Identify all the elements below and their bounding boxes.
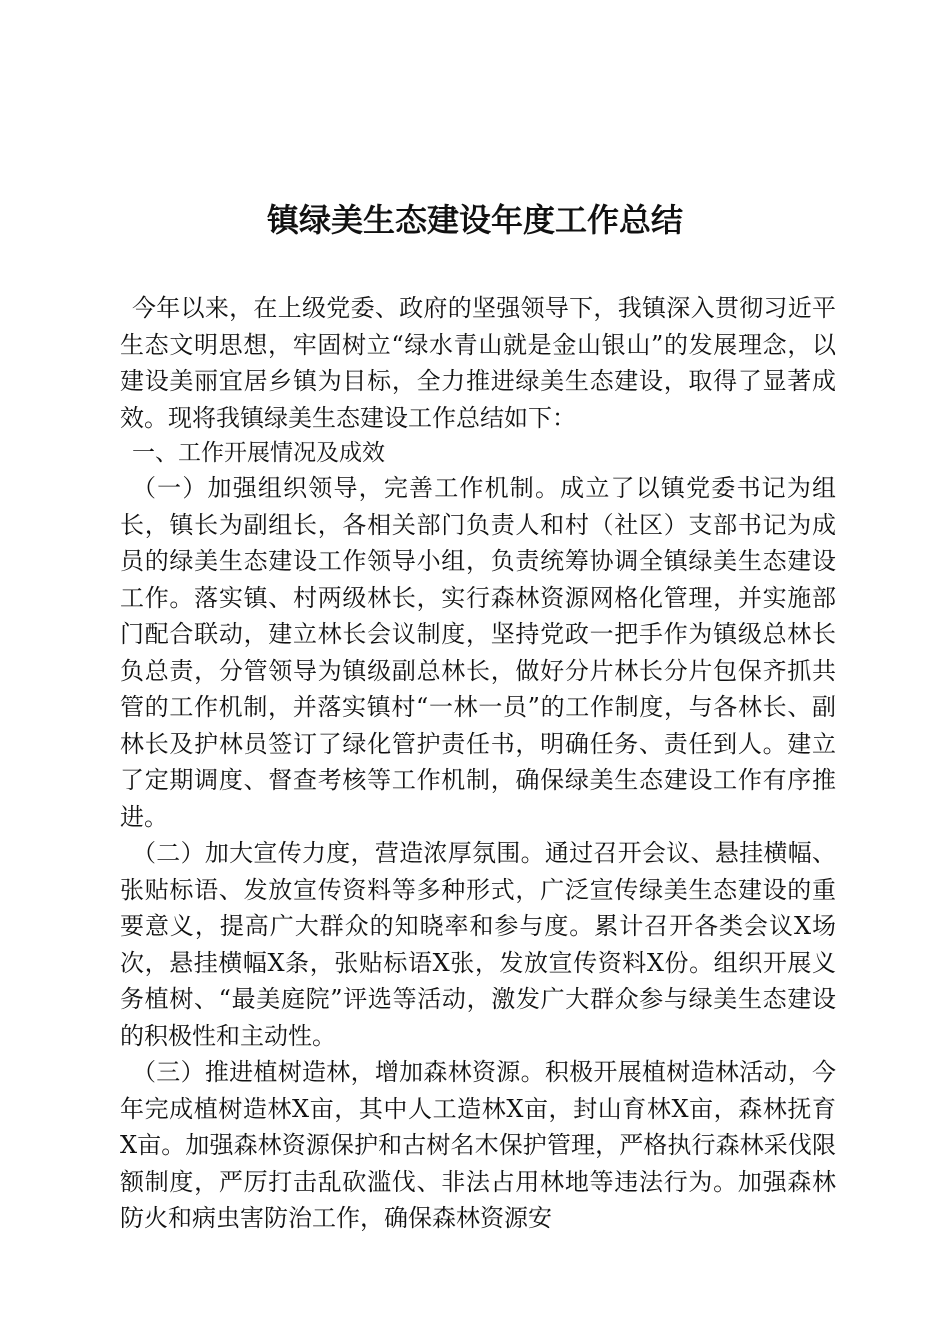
item-lead-2: （二）加大宣传力度，营造浓厚氛围。 bbox=[132, 839, 545, 867]
item-text-3: 积极开展植树造林活动，今年完成植树造林X亩，其中人工造林X亩，封山育林X亩，森林抚育X亩。加强森林资源保护和古树名木保护管理，严格执行森林采伐限额制度，严厉打击乱砍滥伐、非法占用林地等违法行为。加强森林防火和病虫害防治工作，确保森林资源安 bbox=[120, 1058, 837, 1232]
document-title: 镇绿美生态建设年度工作总结 bbox=[266, 201, 683, 239]
item-paragraph-1 bbox=[120, 470, 836, 835]
item-text-1: 成立了以镇党委书记为组长，镇长为副组长，各相关部门负责人和村（社区）支部书记为成员的绿美生态建设工作领导小组，负责统筹协调全镇绿美生态建设工作。落实镇、村两级林长，实行森林资源网格化管理，并实施部门配合联动，建立林长会议制度，坚持党政一把手作为镇级总林长负总责，分管领导为镇级副总林长，做好分片林长分片包保齐抓共管的工作机制，并落实镇村“一林一员”的工作制度，与各林长、副林长及护林员签订了绿化管护责任书，明确任务、责任到人。建立了定期调度、督查考核等工作机制，确保绿美生态建设工作有序推进。 bbox=[120, 474, 837, 831]
document-body bbox=[120, 290, 836, 1237]
item-lead-3: （三）推进植树造林，增加森林资源。 bbox=[132, 1058, 545, 1086]
section-heading: 一、工作开展情况及成效 bbox=[132, 440, 385, 466]
item-lead-1: （一）加强组织领导，完善工作机制。 bbox=[132, 474, 561, 502]
intro-paragraph: 今年以来，在上级党委、政府的坚强领导下，我镇深入贯彻习近平生态文明思想，牢固树立“绿水青山就是金山银山”的发展理念，以建设美丽宜居乡镇为目标，全力推进绿美生态建设，取得了显著成效。现将我镇绿美生态建设工作总结如下： bbox=[120, 294, 836, 432]
item-paragraph-2 bbox=[120, 835, 836, 1054]
item-text-2: 通过召开会议、悬挂横幅、张贴标语、发放宣传资料等多种形式，广泛宣传绿美生态建设的重要意义，提高广大群众的知晓率和参与度。累计召开各类会议X场次，悬挂横幅X条，张贴标语X张，发放宣传资料X份。组织开展义务植树、“最美庭院”评选等活动，激发广大群众参与绿美生态建设的积极性和主动性。 bbox=[120, 839, 837, 1050]
item-paragraph-3 bbox=[120, 1054, 836, 1237]
